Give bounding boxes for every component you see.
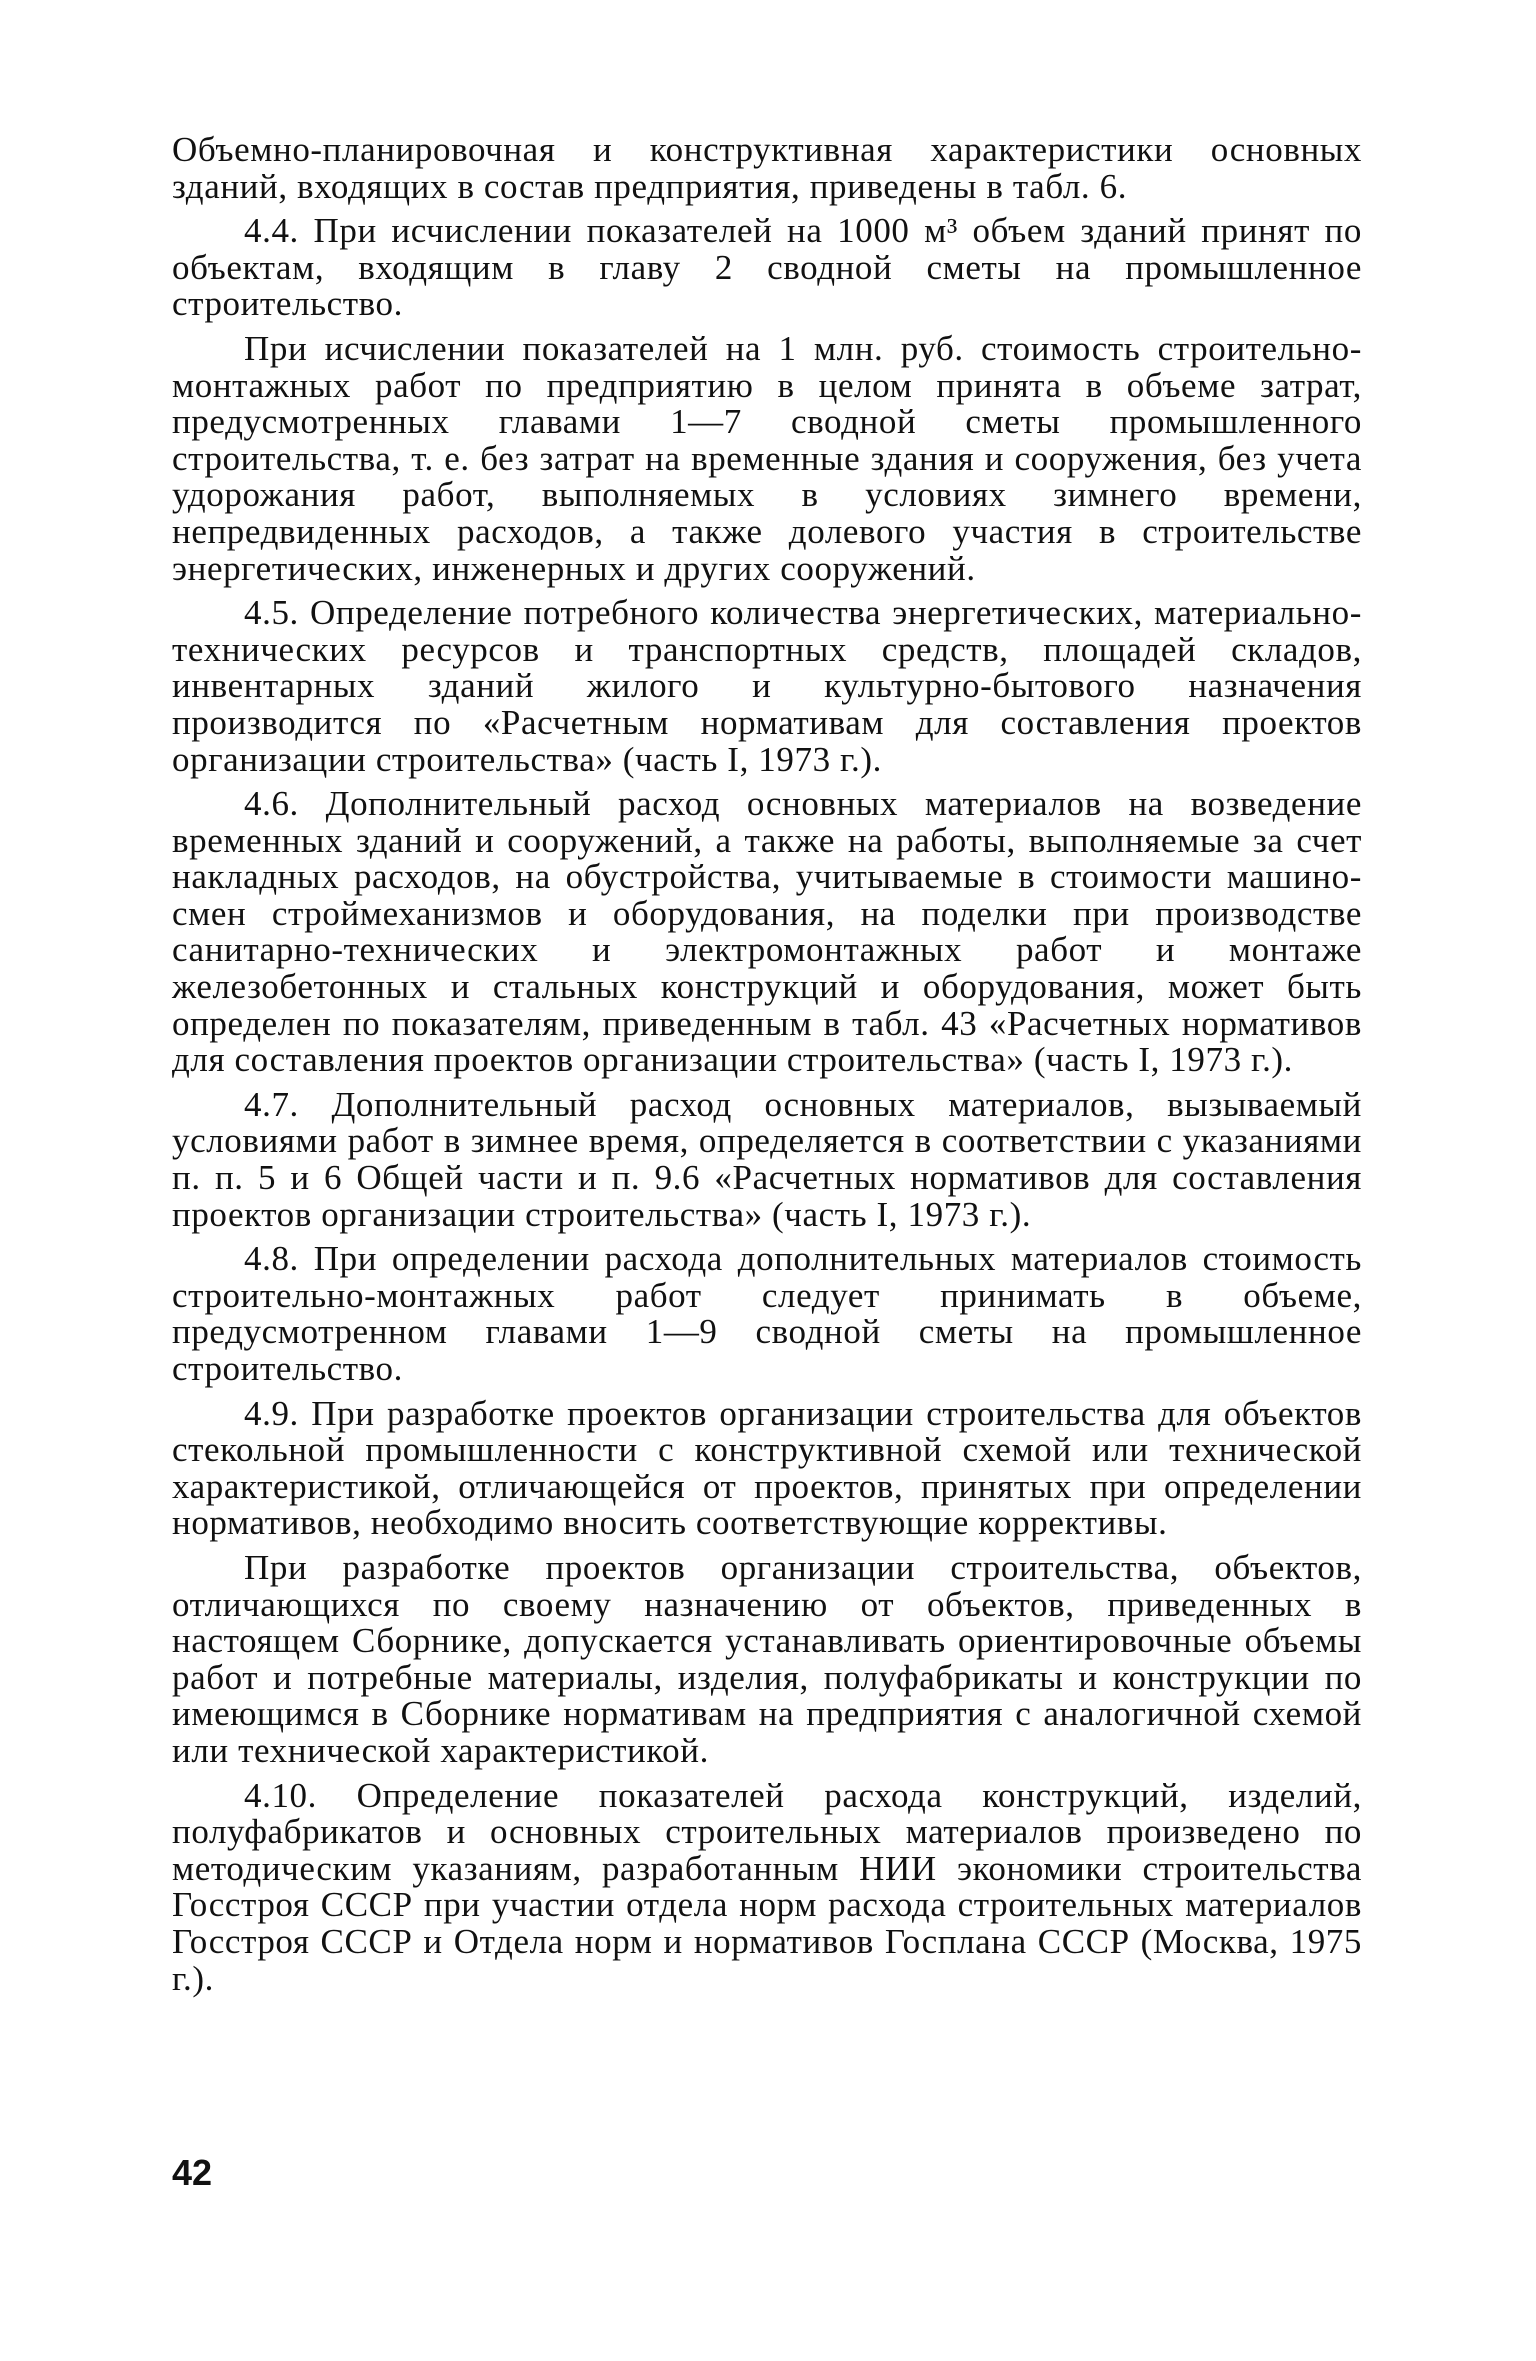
paragraph-4-8: 4.8. При определении расхода дополнительных материалов стоимость строительно-монтажных работ следует принимать в объеме, предусмотренном главами 1—9 сводной сметы на промышленное строительство. [172,1239,1362,1388]
paragraph-4-4-cost: При исчислении показателей на 1 млн. руб. стоимость строительно-монтажных работ по предприятию в целом принята в объеме затрат, предусмотренных главами 1—7 сводной сметы промышленного строительства, т. е. без затрат на временные здания и сооружения, без учета удорожания работ, выполняемых в условиях зимнего времени, непредвиденных расходов, а также долевого участия в строительстве энергетических, инженерных и других сооружений. [172,328,1362,588]
paragraph-4-4: 4.4. При исчислении показателей на 1000 м³ объем зданий принят по объектам, входящим в главу 2 сводной сметы на промышленное строительство. [172,211,1362,324]
page-number: 42 [172,2152,213,2193]
paragraph-4-6: 4.6. Дополнительный расход основных материалов на возведение временных зданий и сооружений, а также на работы, выполняемые за счет накладных расходов, на обустройства, учитываемые в стоимости машино-смен строймеханизмов и оборудования, на поделки при производстве санитарно-технических и электромонтажных работ и монтаже железобетонных и стальных конструкций и оборудования, может быть определен по показателям, приведенным в табл. 43 «Расчетных нормативов для составления проектов организации строительства» (часть I, 1973 г.). [172,784,1362,1080]
paragraph-4-10: 4.10. Определение показателей расхода конструкций, изделий, полуфабрикатов и основных строительных материалов произведено по методическим указаниям, разработанным НИИ экономики строительства Госстроя СССР при участии отдела норм расхода строительных материалов Госстроя СССР и Отдела норм и нормативов Госплана СССР (Москва, 1975 г.). [172,1775,1362,1998]
paragraph-intro: Объемно-планировочная и конструктивная характеристики основных зданий, входящих в состав предприятия, приведены в табл. 6. [172,130,1362,206]
body-text [172,132,1362,1997]
paragraph-4-5: 4.5. Определение потребного количества энергетических, материально-технических ресурсов и транспортных средств, площадей складов, инвентарных зданий жилого и культурно-бытового назначения производится по «Расчетным нормативам для составления проектов организации строительства» (часть I, 1973 г.). [172,593,1362,779]
paragraph-4-7: 4.7. Дополнительный расход основных материалов, вызываемый условиями работ в зимнее время, определяется в соответствии с указаниями п. п. 5 и 6 Общей части и п. 9.6 «Расчетных нормативов для составления проектов организации строительства» (часть I, 1973 г.). [172,1084,1362,1234]
paragraph-4-9: 4.9. При разработке проектов организации строительства для объектов стекольной промышленности с конструктивной схемой или технической характеристикой, отличающейся от проектов, принятых при определении нормативов, необходимо вносить соответствующие коррективы. [172,1393,1362,1543]
paragraph-4-9-other: При разработке проектов организации строительства, объектов, отличающихся по своему назначению от объектов, приведенных в настоящем Сборнике, допускается устанавливать ориентировочные объемы работ и потребные материалы, изделия, полуфабрикаты и конструкции по имеющимся в Сборнике нормативам на предприятия с аналогичной схемой или технической характеристикой. [172,1547,1362,1770]
